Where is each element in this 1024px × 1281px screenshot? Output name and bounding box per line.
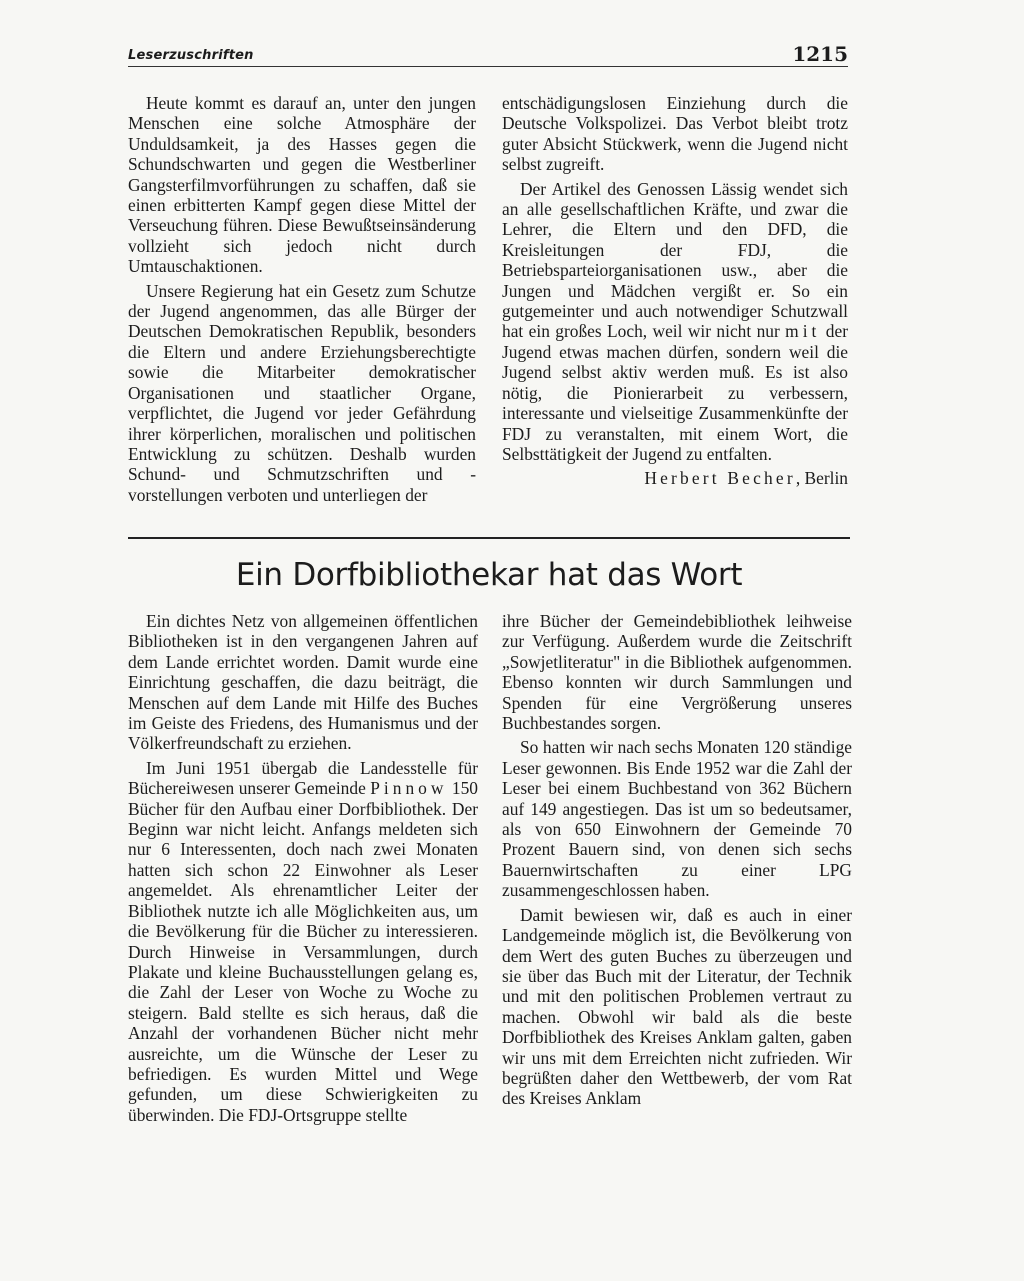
article-column-right — [502, 611, 852, 1113]
article-paragraph: Ein dichtes Netz von allgemeinen öffentlichen Bibliotheken ist in den vergangenen Jahren auf dem Lande errichtet worden. Damit wurde eine Einrichtung geschaffen, die dazu beiträgt, die Menschen auf dem Lande mit Hilfe des Buches im Geiste des Friedens, des Humanismus und der Völkerfreundschaft zu erziehen. — [128, 611, 478, 754]
section-divider — [128, 537, 850, 539]
article-paragraph — [128, 758, 478, 1125]
signature-name: Herbert Becher — [644, 468, 796, 489]
letter-column-left — [128, 93, 476, 509]
article-paragraph: Damit bewiesen wir, daß es auch in einer Landgemeinde möglich ist, die Bevölkerung von dem Wert des guten Buches zu überzeugen und sie über das Buch mit der Literatur, der Technik und mit den politischen Problemen vertraut zu machen. Obwohl wir bald als die beste Dorfbibliothek des Kreises Anklam galten, gaben wir uns mit dem Erreichten nicht zufrieden. Wir begrüßten daher den Wettbewerb, der vom Rat des Kreises Anklam — [502, 904, 852, 1109]
article-paragraph: So hatten wir nach sechs Monaten 120 ständige Leser gewonnen. Bis Ende 1952 war die Zahl der Leser bei einem Buchbestand von 362 Büchern auf 149 angestiegen. Das ist um so bedeutsamer, als von 650 Einwohnern der Gemeinde 70 Prozent Bauern sind, von denen sich sechs Bauernwirtschaften zu einer LPG zusammengeschlossen haben. — [502, 737, 852, 901]
text-run: der Jugend etwas machen dürfen, sondern weil die Jugend selbst aktiv werden muß. Es ist also nötig, die Pionierarbeit zu verbessern, interessante und vielseitige Zusammenkünfte der FDJ zu veranstalten, mit einem Wort, die Selbsttätigkeit der Jugend zu entfalten. — [502, 321, 848, 464]
letter-paragraph: Heute kommt es darauf an, unter den jungen Menschen eine solche Atmosphäre der Unduldsamkeit, ja des Hasses gegen die Schundschwarten und gegen die Westberliner Gangsterfilmvorführungen zu schaffen, daß sie einen erbitterten Kampf gegen diese Mittel der Verseuchung führen. Diese Bewußtseinsänderung vollzieht sich jedoch nicht durch Umtauschaktionen. — [128, 93, 476, 277]
text-run: Im Juni 1951 übergab die Landesstelle für Büchereiwesen unserer Gemeinde — [128, 757, 478, 799]
running-head: Leserzuschriften — [128, 48, 254, 63]
article-paragraph: ihre Bücher der Gemeindebibliothek leihweise zur Verfügung. Außerdem wurde die Zeitschrift „Sowjetliteratur" in die Bibliothek aufgenommen. Ebenso konnten wir durch Sammlungen und Spenden für eine Vergrößerung unseres Buchbestandes sorgen. — [502, 611, 852, 734]
text-run: Der Artikel des Genossen Lässig wendet sich an alle gesellschaftlichen Kräfte, und zwar die Lehrer, die Eltern und den DFD, die Kreisleitungen der FDJ, die Betriebsparteiorganisationen usw., aber die Jungen und Mädchen vergißt er. So ein gutgemeinter und auch notwendiger Schutzwall hat ein großes Loch, weil wir nicht nur — [502, 178, 848, 342]
page-number: 1215 — [792, 42, 848, 66]
letter-paragraph: Unsere Regierung hat ein Gesetz zum Schutze der Jugend angenommen, das alle Bürger der Deutschen Demokratischen Republik, besonders die Eltern und andere Erziehungsberechtigte sowie die Mitarbeiter demokratischer Organisationen und staatlicher Organe, verpflichtet, die Jugend vor jeder Gefährdung ihrer körperlichen, moralischen und politischen Entwicklung zu schützen. Deshalb wurden Schund- und Schmutzschriften und -vorstellungen verboten und unterliegen der — [128, 280, 476, 505]
text-run: 150 Bücher für den Aufbau einer Dorfbibliothek. Der Beginn war nicht leicht. Anfangs meldeten sich nur 6 Interessenten, doch nach zwei Monaten hatten sich schon 22 Einwohner als Leser angemeldet. Als ehrenamtlicher Leiter der Bibliothek nutzte ich alle Möglichkeiten aus, um die Bevölkerung für die Bücher zu interessieren. Durch Hinweise in Versammlungen, durch Plakate und kleine Buchausstellungen gelang es, die Zahl der Leser von Woche zu Woche zu steigern. Bald stellte es sich heraus, daß die Anzahl der vorhandenen Bücher nicht mehr ausreichte, um die Wünsche der Leser zu befriedigen. Es wurden Mittel und Wege gefunden, um diese Schwierigkeiten zu überwinden. Die FDJ-Ortsgruppe stellte — [128, 778, 478, 1125]
emphasis-text: mit — [785, 321, 821, 342]
header-rule — [128, 66, 848, 67]
emphasis-text: Pinnow — [370, 778, 448, 799]
signature-place: , Berlin — [795, 468, 848, 489]
letter-paragraph: entschädigungslosen Einziehung durch die Deutsche Volkspolizei. Das Verbot bleibt trotz guter Absicht Stückwerk, wenn die Jugend nicht selbst zugreift. — [502, 93, 848, 175]
article-column-left — [128, 611, 478, 1129]
letter-paragraph — [502, 179, 848, 465]
article-title: Ein Dorfbibliothekar hat das Wort — [235, 557, 743, 593]
letter-signature — [502, 468, 848, 488]
letter-column-right — [502, 93, 848, 489]
